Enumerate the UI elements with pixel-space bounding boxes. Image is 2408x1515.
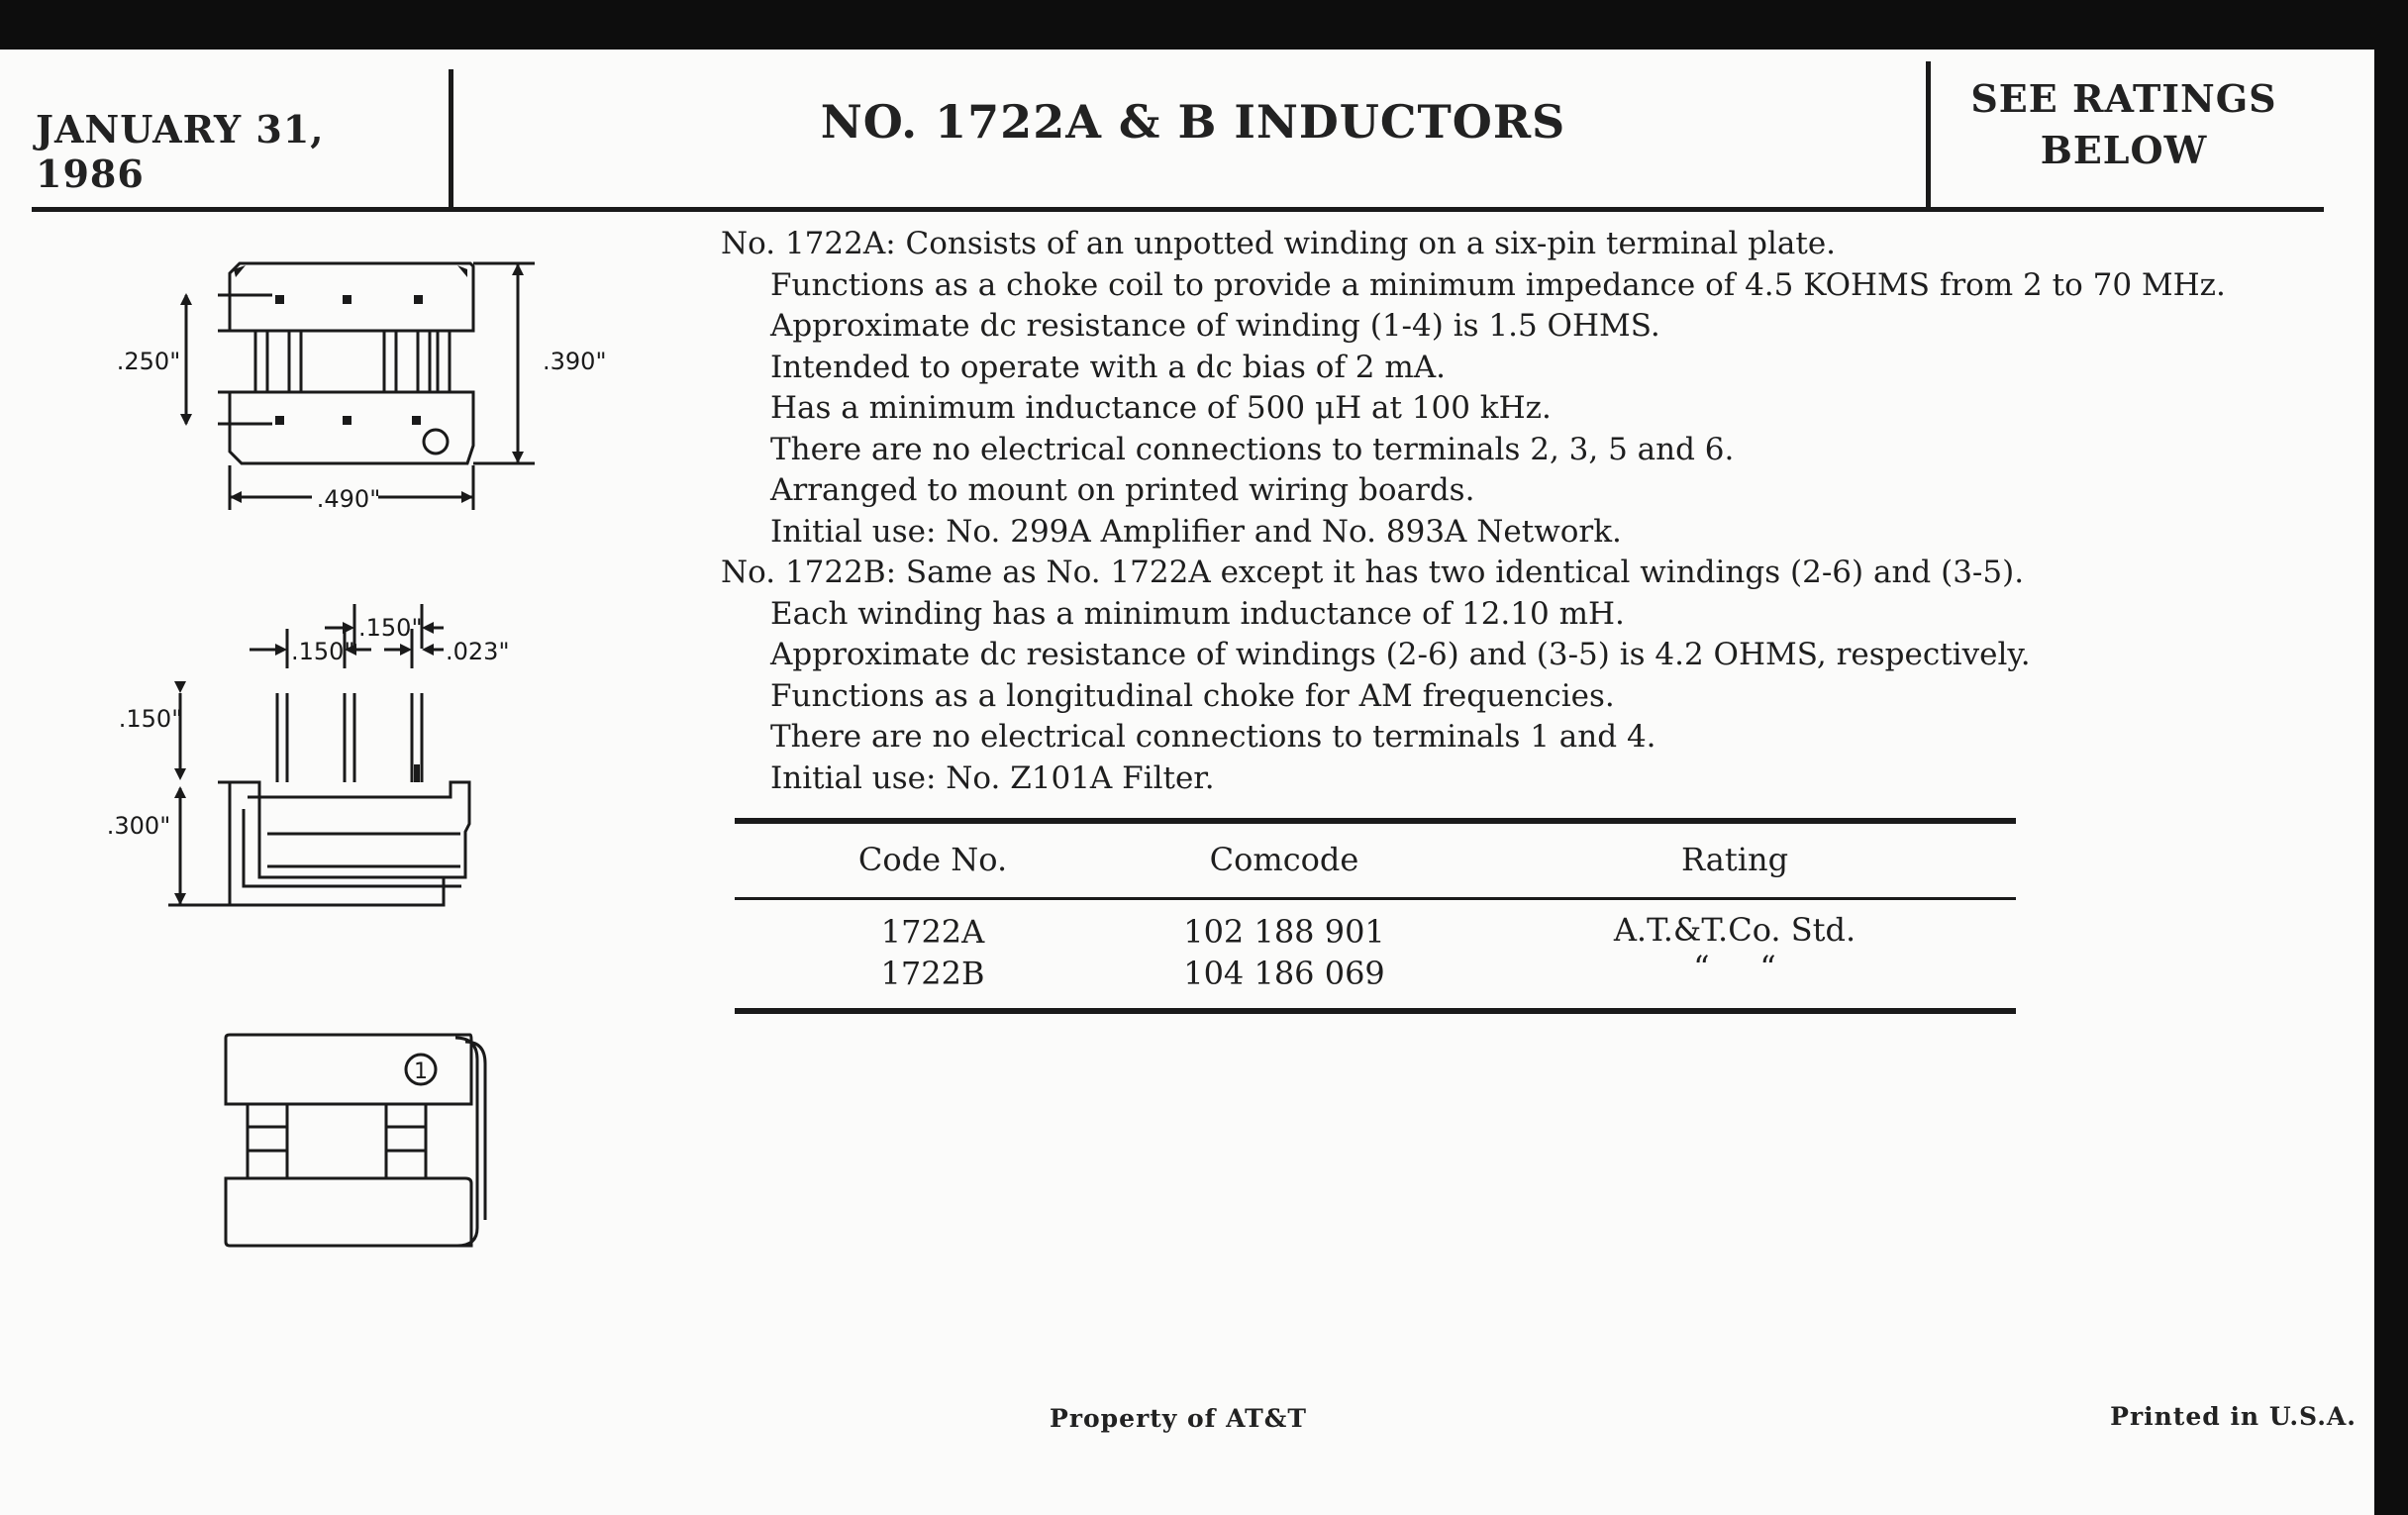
- table-cell-code: 1722B: [880, 955, 985, 992]
- top-view-drawing: [186, 263, 535, 510]
- header-rule: [32, 207, 2324, 212]
- desc-b-line: Functions as a longitudinal choke for AM frequencies.: [770, 677, 1615, 714]
- table-cell-rating: “ “: [1693, 949, 1776, 986]
- dim-height-inner: .250": [116, 348, 181, 375]
- dim-width: .490": [316, 485, 381, 513]
- desc-a-line: Functions as a choke coil to provide a minimum impedance of 4.5 KOHMS from 2 to 70 MHz.: [770, 266, 2226, 303]
- table-cell-comcode: 104 186 069: [1183, 955, 1385, 992]
- table-cell-rating: A.T.&T.Co. Std.: [1613, 911, 1856, 949]
- ratings-note-line2: BELOW: [2040, 128, 2208, 172]
- desc-a-line: Initial use: No. 299A Amplifier and No. 893A Network.: [770, 513, 1622, 550]
- table-bottom-rule: [735, 1008, 2016, 1014]
- table-header-rule: [735, 897, 2016, 900]
- desc-b-line: Each winding has a minimum inductance of 12.10 mH.: [770, 595, 1625, 632]
- desc-a-line: Intended to operate with a dc bias of 2 mA.: [770, 349, 1446, 385]
- desc-b-line: Initial use: No. Z101A Filter.: [770, 759, 1215, 796]
- bottom-view-drawing: [226, 1035, 485, 1246]
- desc-a-line: Arranged to mount on printed wiring boards.: [770, 472, 1475, 508]
- header-divider-right: [1926, 61, 1931, 208]
- desc-b-line: Approximate dc resistance of windings (2-6) and (3-5) is 4.2 OHMS, respectively.: [770, 637, 2031, 672]
- ratings-note-line1: SEE RATINGS: [1970, 76, 2277, 121]
- desc-a-line: No. 1722A: Consists of an unpotted winding on a six-pin terminal plate.: [721, 226, 1837, 261]
- table-header-code: Code No.: [857, 841, 1008, 878]
- desc-a-line: Approximate dc resistance of winding (1-4) is 1.5 OHMS.: [770, 308, 1660, 344]
- desc-b-line: There are no electrical connections to terminals 1 and 4.: [770, 719, 1656, 755]
- dim-pin-diameter: .023": [446, 638, 510, 665]
- dim-pin-spacing-a: .150": [291, 638, 355, 665]
- scan-border-top: [0, 0, 2408, 50]
- table-header-comcode: Comcode: [1209, 841, 1359, 878]
- ratings-note: [1936, 73, 2312, 176]
- header-divider-left: [449, 69, 453, 211]
- table-top-rule: [735, 818, 2016, 824]
- table-header-rating: Rating: [1680, 841, 1789, 878]
- pin-1-marker: 1: [414, 1060, 428, 1084]
- sheet-date: JANUARY 31, 1986: [36, 107, 325, 196]
- description-block: [721, 224, 2265, 799]
- dim-pin-spacing-b: .150": [358, 614, 423, 642]
- table-cell-code: 1722A: [880, 913, 985, 951]
- footer-property: Property of AT&T: [1050, 1404, 1307, 1433]
- footer-printed: Printed in U.S.A.: [2110, 1402, 2357, 1431]
- dim-pin-height: .150": [118, 705, 183, 733]
- desc-a-line: Has a minimum inductance of 500 μH at 100 kHz.: [770, 390, 1552, 426]
- dim-height-total: .390": [543, 348, 607, 375]
- dim-body-height: .300": [106, 812, 171, 840]
- table-cell-comcode: 102 188 901: [1183, 913, 1385, 951]
- scan-border-right: [2374, 0, 2408, 1515]
- inductor-drawings: [106, 248, 607, 1267]
- sheet-title: NO. 1722A & B INDUCTORS: [820, 95, 1566, 149]
- desc-a-line: There are no electrical connections to terminals 2, 3, 5 and 6.: [770, 431, 1735, 467]
- desc-b-line: No. 1722B: Same as No. 1722A except it has two identical windings (2-6) and (3-5).: [721, 555, 2025, 590]
